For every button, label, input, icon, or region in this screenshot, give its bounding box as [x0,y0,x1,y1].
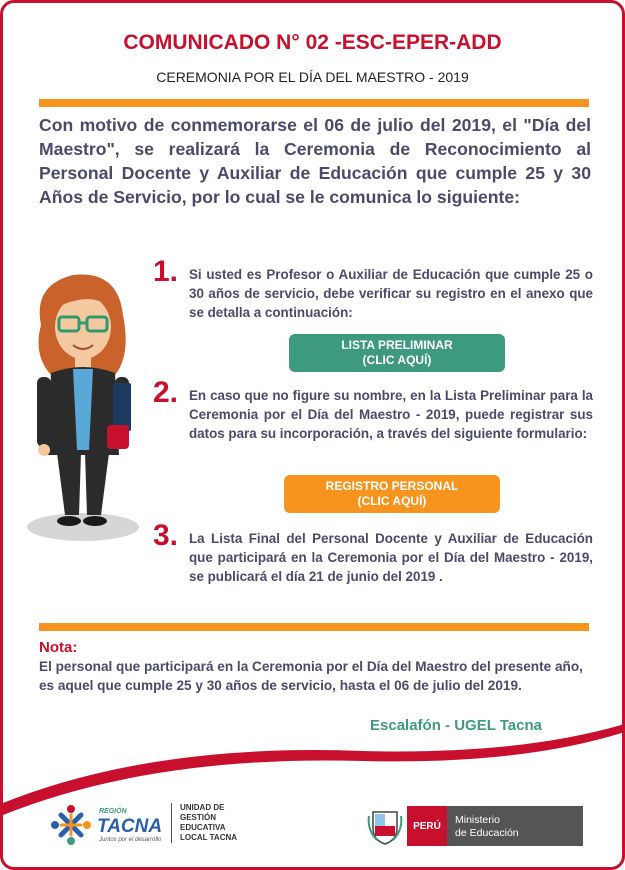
peru-label: PERÚ [407,806,447,846]
tacna-emblem-icon [49,803,93,847]
ministerio-line: Ministerio [455,814,500,826]
step-text: En caso que no figure su nombre, en la Lista Preliminar para la Ceremonia por el Día del Maestro - 2019, puede registrar sus datos para su incorporación, a través del siguiente formulario: [189,388,593,441]
step-text: La Lista Final del Personal Docente y Auxiliar de Educación que participará en la Ceremonia por el Día del Maestro - 2019, se publicará el día 21 de junio del 2019 . [189,531,593,584]
nota-label: Nota: [39,639,78,656]
signature: Escalafón - UGEL Tacna [370,717,542,734]
page-title: COMUNICADO N° 02 -ESC-EPER-ADD [123,31,502,54]
minedu-logo [367,806,587,850]
unidad-line: UNIDAD DE [180,803,225,812]
intro-paragraph: Con motivo de conmemorarse el 06 de julio del 2019, el "Día del Maestro", se realizará la Ceremonia de Reconocimiento al Personal Docente y Auxiliar de Educación que cumple 25 y 30 Años de Servicio, por lo cual se le comunica lo siguiente: [39,115,591,207]
page-subtitle: CEREMONIA POR EL DÍA DEL MAESTRO - 2019 [156,69,469,85]
ministerio-label [447,806,583,846]
ugel-tacna-label [171,803,260,843]
unidad-line: LOCAL TACNA [180,833,238,842]
button-label-line2: (CLIC AQUÍ) [362,353,432,367]
button-label-line1: LISTA PRELIMINAR [341,338,453,352]
peru-coat-of-arms-icon [367,806,403,846]
ministerio-line: de Educación [455,827,519,839]
unidad-line: EDUCATIVA [180,823,226,832]
unidad-line: GESTIÓN [180,813,217,822]
step-number: 2. [153,376,179,409]
tacna-name-label: TACNA [97,816,163,837]
button-label-line2: (CLIC AQUÍ) [357,494,427,508]
tacna-region-label: REGIÓN [99,808,127,815]
step-number: 1. [153,255,179,288]
step-number: 3. [153,519,179,552]
tacna-tagline: Juntos por el desarrollo [99,837,162,843]
step-text: Si usted es Profesor o Auxiliar de Educación que cumple 25 o 30 años de servicio, debe verificar su registro en el anexo que se detalla a continuación: [189,267,593,320]
nota-text: El personal que participará en la Ceremonia por el Día del Maestro del presente año, es aquel que cumple 25 y 30 años de servicio, hasta el 06 de julio del 2019. [39,659,583,693]
wave-decoration [3,3,625,870]
button-label-line1: REGISTRO PERSONAL [325,479,459,493]
region-tacna-logo [49,803,179,847]
